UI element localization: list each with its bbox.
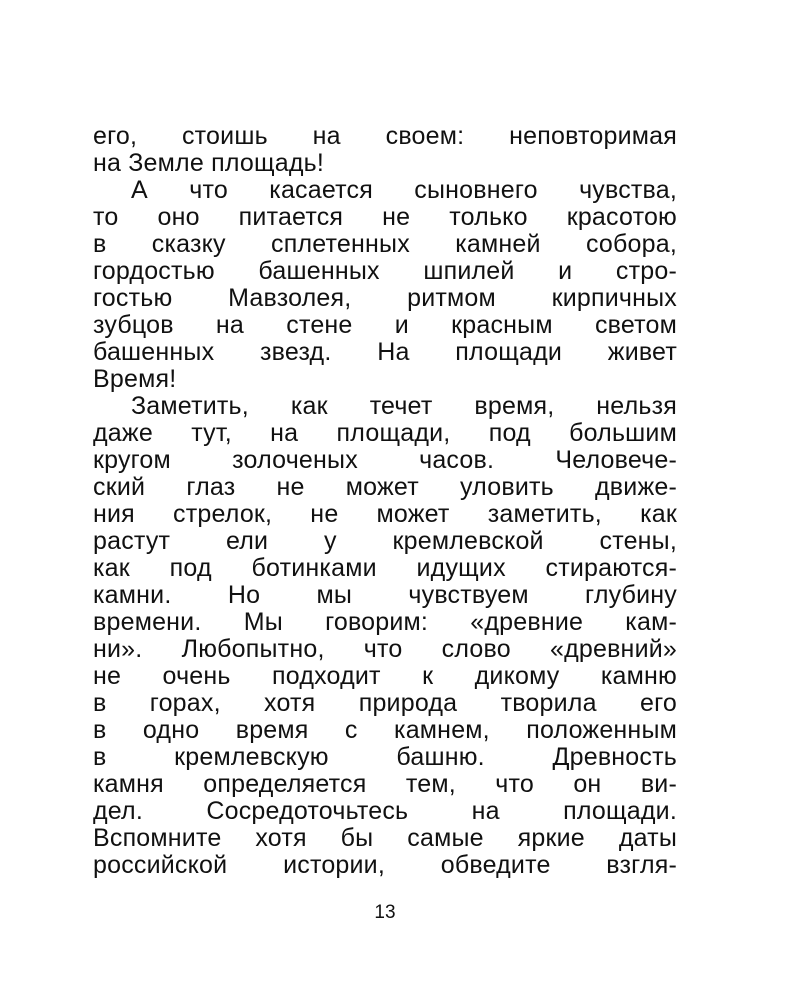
text-line: его, стоишь на своем: неповторимая — [93, 122, 677, 150]
text-line: кругом золоченых часов. Человече- — [93, 446, 677, 474]
text-line: зубцов на стене и красным светом — [93, 311, 677, 339]
text-line: башенных звезд. На площади живет — [93, 338, 677, 366]
text-line: ни». Любопытно, что слово «древний» — [93, 635, 677, 663]
text-line: не очень подходит к дикому камню — [93, 662, 677, 690]
text-line: А что касается сыновнего чувства, — [131, 176, 677, 204]
text-line: ния стрелок, не может заметить, как — [93, 500, 677, 528]
text-line: даже тут, на площади, под большим — [93, 419, 677, 447]
page-text-block — [93, 123, 677, 879]
text-line: в сказку сплетенных камней собора, — [93, 230, 677, 258]
text-line: в кремлевскую башню. Древность — [93, 743, 677, 771]
text-line: гордостью башенных шпилей и стро- — [93, 257, 677, 285]
text-line: Время! — [93, 365, 177, 393]
text-line: растут ели у кремлевской стены, — [93, 527, 677, 555]
page-number: 13 — [374, 902, 396, 923]
text-line: Заметить, как течет время, нельзя — [131, 392, 677, 420]
text-line: гостью Мавзолея, ритмом кирпичных — [93, 284, 677, 312]
text-line: российской истории, обведите взгля- — [93, 851, 677, 879]
text-line: времени. Мы говорим: «древние кам- — [93, 608, 677, 636]
text-line: камня определяется тем, что он ви- — [93, 770, 677, 798]
text-line: Вспомните хотя бы самые яркие даты — [93, 824, 677, 852]
text-line: на Земле площадь! — [93, 149, 325, 177]
text-line: дел. Сосредоточьтесь на площади. — [93, 797, 677, 825]
text-line: в одно время с камнем, положенным — [93, 716, 677, 744]
text-line: в горах, хотя природа творила его — [93, 689, 677, 717]
text-line: то оно питается не только красотою — [93, 203, 677, 231]
text-line: как под ботинками идущих стираются- — [93, 554, 677, 582]
text-line: камни. Но мы чувствуем глубину — [93, 581, 677, 609]
text-line: ский глаз не может уловить движе- — [93, 473, 677, 501]
